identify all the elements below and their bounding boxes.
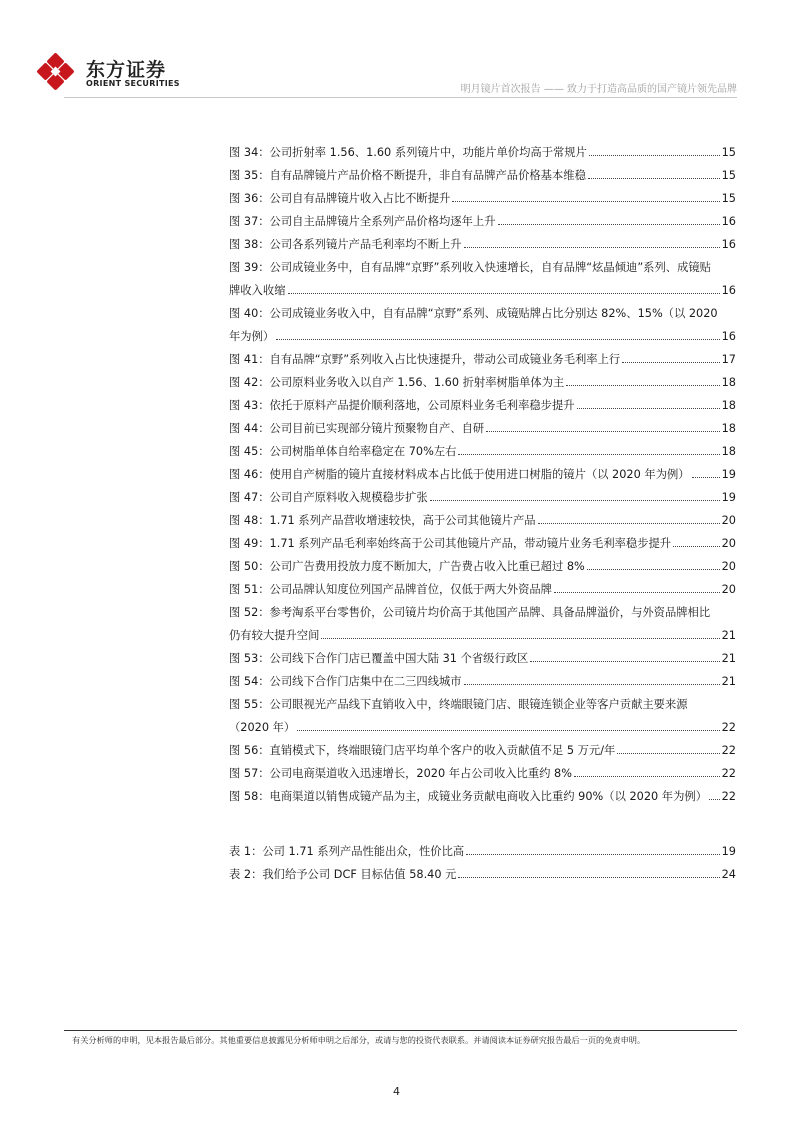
dot-leader xyxy=(587,569,720,570)
entry-title: 图 54：公司线下合作门店集中在二三四线城市 xyxy=(229,675,462,688)
figure-toc-entry[interactable] xyxy=(229,235,736,254)
footer-disclaimer: 有关分析师的申明，见本报告最后部分。其他重要信息披露见分析师申明之后部分，或请与您的投资代表联系。并请阅读本证券研究报告最后一页的免责申明。 xyxy=(72,1035,646,1045)
figure-toc-entry[interactable] xyxy=(229,396,736,415)
entry-page-number: 20 xyxy=(721,583,736,596)
entry-page-number: 19 xyxy=(721,845,736,858)
figure-toc-entry[interactable] xyxy=(229,166,736,185)
entry-title: 图 41：自有品牌“京野”系列收入占比快速提升，带动公司成镜业务毛利率上行 xyxy=(229,353,621,366)
entry-page-number: 20 xyxy=(721,514,736,527)
entry-title: 图 35：自有品牌镜片产品价格不断提升，非自有品牌产品价格基本维稳 xyxy=(229,169,586,182)
dot-leader xyxy=(617,753,719,754)
entry-title: 图 37：公司自主品牌镜片全系列产品价格均逐年上升 xyxy=(229,215,496,228)
entry-page-number: 16 xyxy=(721,238,736,251)
logo-english-name: ORIENT SECURITIES xyxy=(86,79,180,88)
entry-title: 图 56：直销模式下，终端眼镜门店平均单个客户的收入贡献值不足 5 万元/年 xyxy=(229,744,616,757)
entry-page-number: 22 xyxy=(721,790,736,803)
entry-title: 图 53：公司线下合作门店已覆盖中国大陆 31 个省级行政区 xyxy=(229,652,529,665)
entry-page-number: 19 xyxy=(721,468,736,481)
dot-leader xyxy=(458,877,719,878)
figure-toc-entry[interactable] xyxy=(229,603,736,645)
entry-title: 图 34：公司折射率 1.56、1.60 系列镜片中，功能片单价均高于常规片 xyxy=(229,146,587,159)
entry-page-number: 24 xyxy=(721,868,736,881)
entry-title: 图 57：公司电商渠道收入迅速增长，2020 年占公司收入比重约 8% xyxy=(229,767,572,780)
table-toc-entry[interactable] xyxy=(229,865,736,884)
entry-title: 图 52：参考淘系平台零售价，公司镜片均价高于其他国产品牌、具备品牌溢价，与外资品牌相比 xyxy=(229,606,711,619)
entry-page-number: 20 xyxy=(721,537,736,550)
figure-toc-entry[interactable] xyxy=(229,580,736,599)
entry-title: 图 45：公司树脂单体自给率稳定在 70%左右 xyxy=(229,445,457,458)
orient-securities-logo-icon xyxy=(36,52,76,92)
entry-page-number: 21 xyxy=(721,629,736,642)
report-header-title: 明月镜片首次报告 —— 致力于打造高品质的国产镜片领先品牌 xyxy=(460,84,737,95)
entry-page-number: 18 xyxy=(721,422,736,435)
entry-title: 图 51：公司品牌认知度位列国产品牌首位，仅低于两大外资品牌 xyxy=(229,583,552,596)
entry-title: 图 46：使用自产树脂的镜片直接材料成本占比低于使用进口树脂的镜片（以 2020 年为例） xyxy=(229,468,690,481)
entry-page-number: 15 xyxy=(721,146,736,159)
dot-leader xyxy=(458,454,719,455)
entry-title: 表 1：公司 1.71 系列产品性能出众，性价比高 xyxy=(229,845,465,858)
dot-leader xyxy=(709,799,720,800)
entry-page-number: 16 xyxy=(721,215,736,228)
entry-page-number: 15 xyxy=(721,169,736,182)
dot-leader xyxy=(466,854,719,855)
entry-title: 图 55：公司眼视光产品线下直销收入中，终端眼镜门店、眼镜连锁企业等客户贡献主要来源 xyxy=(229,698,688,711)
entry-page-number: 18 xyxy=(721,399,736,412)
entry-title: 表 2：我们给予公司 DCF 目标估值 58.40 元 xyxy=(229,868,457,881)
entry-page-number: 19 xyxy=(721,491,736,504)
dot-leader xyxy=(566,385,719,386)
dot-leader xyxy=(498,224,720,225)
entry-title: 图 40：公司成镜业务收入中，自有品牌“京野”系列、成镜贴牌占比分别达 82%、15%（以 2020 xyxy=(229,307,718,320)
entry-page-number: 22 xyxy=(721,744,736,757)
entry-page-number: 18 xyxy=(721,376,736,389)
entry-title: 图 43：依托于原料产品提价顺利落地，公司原料业务毛利率稳步提升 xyxy=(229,399,575,412)
entry-title: 图 38：公司各系列镜片产品毛利率均不断上升 xyxy=(229,238,462,251)
figure-toc-entry[interactable] xyxy=(229,764,736,783)
entry-title: 图 48：1.71 系列产品营收增速较快，高于公司其他镜片产品 xyxy=(229,514,536,527)
figure-toc-entry[interactable] xyxy=(229,350,736,369)
entry-page-number: 18 xyxy=(721,445,736,458)
entry-page-number: 21 xyxy=(721,675,736,688)
entry-page-number: 17 xyxy=(721,353,736,366)
entry-title: 图 50：公司广告费用投放力度不断加大，广告费占收入比重已超过 8% xyxy=(229,560,585,573)
entry-title: 仍有较大提升空间 xyxy=(229,629,320,642)
page-number: 4 xyxy=(393,1085,400,1098)
entry-page-number: 22 xyxy=(721,721,736,734)
dot-leader xyxy=(673,546,720,547)
figure-toc-entry[interactable] xyxy=(229,442,736,461)
figure-toc-entry[interactable] xyxy=(229,419,736,438)
figure-toc-entry[interactable] xyxy=(229,189,736,208)
figure-toc-entry[interactable] xyxy=(229,557,736,576)
dot-leader xyxy=(288,293,720,294)
dot-leader xyxy=(452,201,719,202)
entry-page-number: 22 xyxy=(721,767,736,780)
header-divider xyxy=(64,97,737,98)
figure-toc-entry[interactable] xyxy=(229,649,736,668)
figure-toc-entry[interactable] xyxy=(229,488,736,507)
entry-title: 年为例） xyxy=(229,330,275,343)
dot-leader xyxy=(554,592,720,593)
dot-leader xyxy=(577,408,720,409)
figure-toc-entry[interactable] xyxy=(229,672,736,691)
figure-toc-entry[interactable] xyxy=(229,741,736,760)
dot-leader xyxy=(321,638,719,639)
dot-leader xyxy=(574,776,720,777)
figure-toc-entry[interactable] xyxy=(229,212,736,231)
dot-leader xyxy=(430,500,720,501)
figure-toc-entry[interactable] xyxy=(229,695,736,737)
entry-title: 图 42：公司原料业务收入以自产 1.56、1.60 折射率树脂单体为主 xyxy=(229,376,565,389)
figure-toc-entry[interactable] xyxy=(229,534,736,553)
entry-page-number: 21 xyxy=(721,652,736,665)
entry-title: 图 49：1.71 系列产品毛利率始终高于公司其他镜片产品，带动镜片业务毛利率稳步提升 xyxy=(229,537,672,550)
dot-leader xyxy=(588,178,720,179)
figure-toc-entry[interactable] xyxy=(229,511,736,530)
dot-leader xyxy=(464,684,720,685)
dot-leader xyxy=(692,477,720,478)
dot-leader xyxy=(589,155,720,156)
figure-toc-entry[interactable] xyxy=(229,304,736,346)
entry-title: 图 44：公司目前已实现部分镜片预聚物自产、自研 xyxy=(229,422,485,435)
entry-page-number: 16 xyxy=(721,330,736,343)
figure-toc-entry[interactable] xyxy=(229,465,736,484)
entry-page-number: 16 xyxy=(721,284,736,297)
entry-title: 图 39：公司成镜业务中，自有品牌“京野”系列收入快速增长，自有品牌“炫晶倾迪”系列、成镜贴 xyxy=(229,261,711,274)
figure-toc-entry[interactable] xyxy=(229,787,736,806)
entry-page-number: 15 xyxy=(721,192,736,205)
entry-title: 牌收入收缩 xyxy=(229,284,286,297)
table-toc-entry[interactable] xyxy=(229,842,736,861)
dot-leader xyxy=(486,431,719,432)
entry-title: 图 58：电商渠道以销售成镜产品为主，成镜业务贡献电商收入比重约 90%（以 2020 年为例） xyxy=(229,790,707,803)
dot-leader xyxy=(297,730,719,731)
dot-leader xyxy=(622,362,719,363)
dot-leader xyxy=(530,661,719,662)
footer-divider xyxy=(64,1030,737,1031)
entry-title: 图 47：公司自产原料收入规模稳步扩张 xyxy=(229,491,428,504)
figure-toc-entry[interactable] xyxy=(229,143,736,162)
logo-chinese-name: 东方证券 xyxy=(86,59,167,81)
dot-leader xyxy=(464,247,720,248)
dot-leader xyxy=(538,523,720,524)
figure-toc-entry[interactable] xyxy=(229,373,736,392)
figure-toc-entry[interactable] xyxy=(229,258,736,300)
dot-leader xyxy=(276,339,719,340)
entry-title: （2020 年） xyxy=(229,721,296,734)
entry-page-number: 20 xyxy=(721,560,736,573)
entry-title: 图 36：公司自有品牌镜片收入占比不断提升 xyxy=(229,192,451,205)
